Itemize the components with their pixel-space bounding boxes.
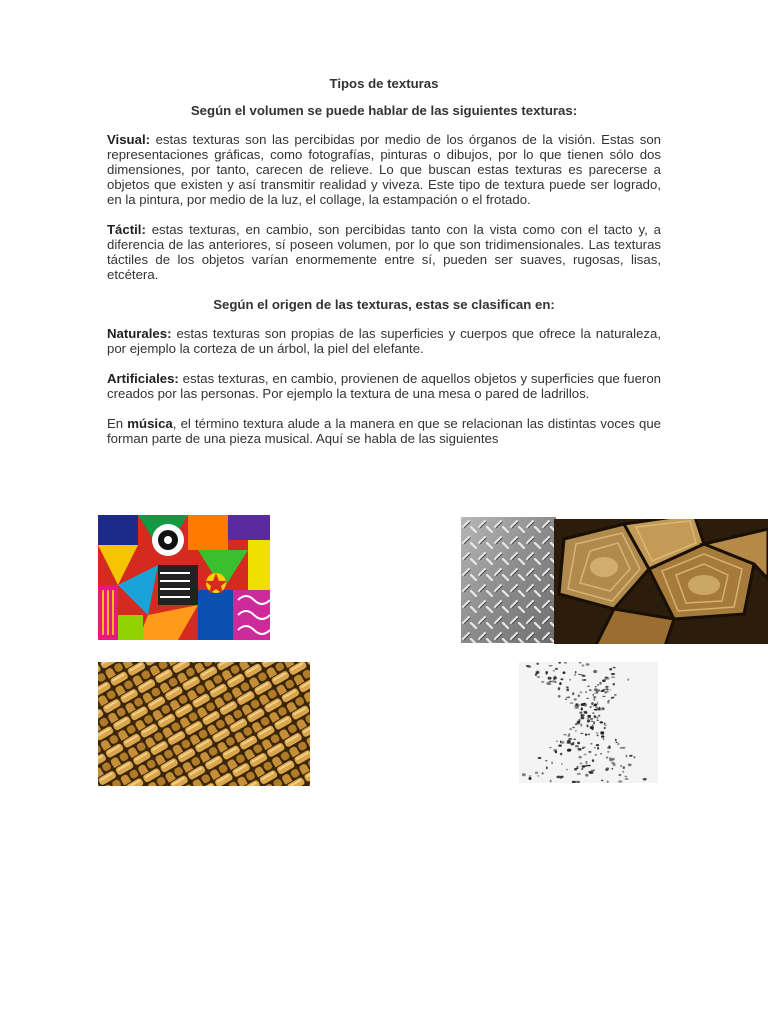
paragraph-naturales: Naturales: estas texturas son propias de las superficies y cuerpos que ofrece la naturaleza, por ejemplo la corteza de un árbol, la piel del elefante.: [107, 326, 661, 356]
music-notes-image: [519, 662, 658, 783]
term-artificiales: Artificiales:: [107, 371, 179, 386]
document-title: Tipos de texturas: [329, 76, 439, 91]
term-visual: Visual:: [107, 132, 151, 147]
term-musica: música: [127, 416, 173, 431]
paragraph-musica: En música, el término textura alude a la manera en que se relacionan las distintas voces que forman parte de una pieza musical. Aquí se habla de las siguientes: [107, 416, 661, 446]
heading-volumen: Según el volumen se puede hablar de las siguientes texturas:: [190, 103, 578, 118]
term-naturales: Naturales:: [107, 326, 172, 341]
metal-plate-image: [461, 517, 556, 643]
paragraph-artificiales: Artificiales: estas texturas, en cambio, provienen de aquellos objetos y superficies que fueron creados por las personas. Por ejemplo la textura de una mesa o pared de ladrillos.: [107, 371, 661, 401]
collage-image: [98, 515, 270, 640]
document-body: [107, 76, 661, 461]
tortoise-shell-image: [554, 519, 768, 644]
term-tactil: Táctil:: [107, 222, 146, 237]
heading-origen: Según el origen de las texturas, estas se clasifican en:: [213, 297, 555, 312]
paragraph-tactil: Táctil: estas texturas, en cambio, son percibidas tanto con la vista como con el tacto y, a diferencia de las anteriores, sí poseen volumen, por lo que son tridimensionales. Las texturas táctiles de los objetos varían enormemente entre sí, pueden ser suaves, rugosas, lisas, etcétera.: [107, 222, 661, 282]
paragraph-visual: Visual: estas texturas son las percibidas por medio de los órganos de la visión. Estas son representaciones gráficas, como fotografías, pinturas o dibujos, por lo que tienen sólo dos dimensiones, por tanto, carecen de relieve. Lo que buscan estas texturas es parecerse a objetos que existen y así transmitir realidad y viveza. Este tipo de textura puede ser logrado, en la pintura, por medio de la luz, el collage, la estampación o el frotado.: [107, 132, 661, 207]
woven-rattan-image: [98, 662, 310, 786]
